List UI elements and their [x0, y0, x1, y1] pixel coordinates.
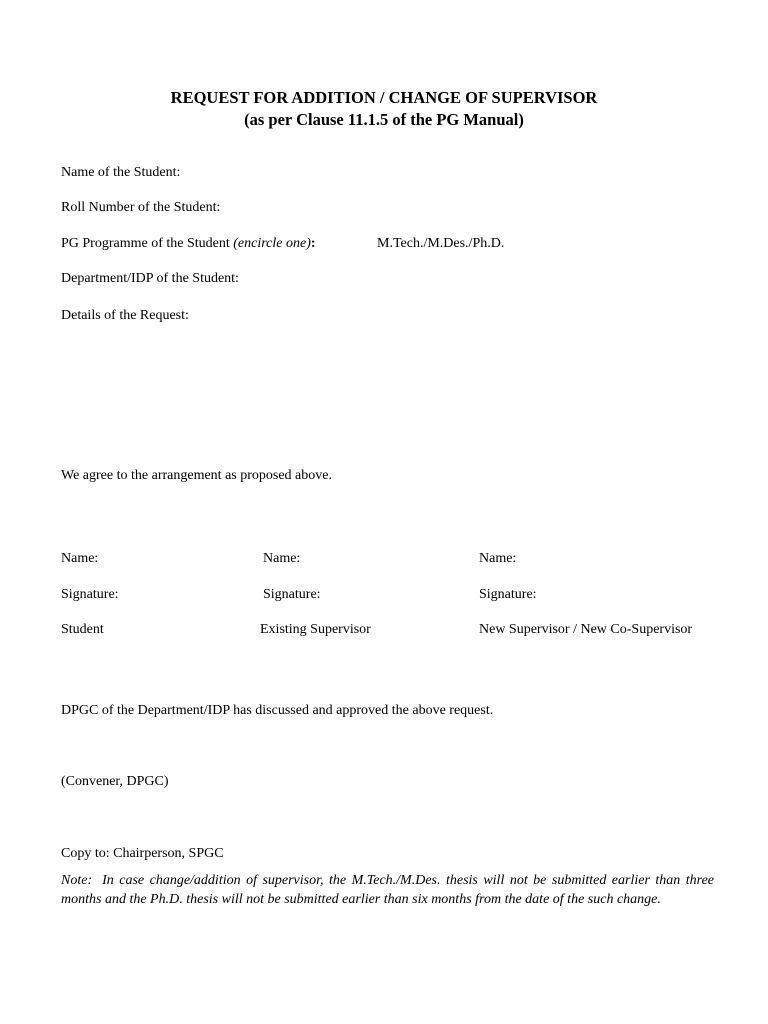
programme-hint: (encircle one): [233, 236, 311, 251]
note-paragraph: [61, 871, 714, 909]
programme-colon: :: [310, 236, 316, 251]
department-field: Department/IDP of the Student:: [61, 271, 239, 286]
student-name-field: Name of the Student:: [61, 165, 181, 180]
student-name-label: Name:: [61, 551, 99, 566]
existing-supervisor-signature-label: Signature:: [263, 587, 321, 602]
note-text: In case change/addition of supervisor, the M.Tech./M.Des. thesis will not be submitted earlier than three months and the Ph.D. thesis will not be submitted earlier than six months from the date of the such change.: [61, 873, 714, 907]
details-field: Details of the Request:: [61, 308, 189, 323]
roll-number-field: Roll Number of the Student:: [61, 200, 221, 215]
form-title: REQUEST FOR ADDITION / CHANGE OF SUPERVISOR: [170, 88, 598, 107]
programme-options: M.Tech./M.Des./Ph.D.: [377, 236, 505, 251]
existing-supervisor-role: Existing Supervisor: [260, 622, 371, 637]
programme-field: [61, 236, 316, 252]
student-role: Student: [61, 622, 104, 637]
convener-line: (Convener, DPGC): [61, 774, 169, 789]
note-label: Note:: [61, 873, 93, 888]
new-supervisor-role: New Supervisor / New Co-Supervisor: [479, 622, 693, 637]
new-supervisor-name-label: Name:: [479, 551, 517, 566]
programme-label: PG Programme of the Student: [61, 236, 230, 251]
new-supervisor-signature-label: Signature:: [479, 587, 537, 602]
existing-supervisor-name-label: Name:: [263, 551, 301, 566]
approval-statement: DPGC of the Department/IDP has discussed and approved the above request.: [61, 703, 494, 718]
form-subtitle: (as per Clause 11.1.5 of the PG Manual): [244, 110, 524, 129]
agreement-statement: We agree to the arrangement as proposed above.: [61, 468, 332, 483]
copy-to-line: Copy to: Chairperson, SPGC: [61, 846, 224, 861]
student-signature-label: Signature:: [61, 587, 119, 602]
